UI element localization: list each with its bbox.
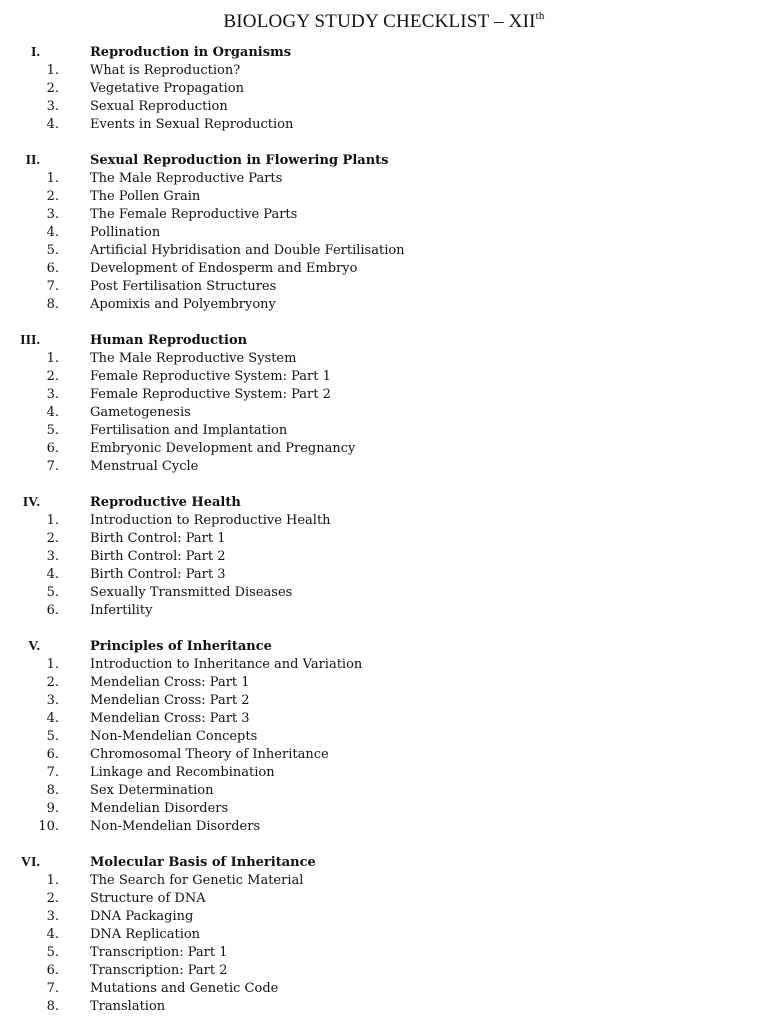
item-number: 8. bbox=[46, 999, 59, 1014]
section-numeral: III. bbox=[20, 333, 40, 348]
list-item bbox=[0, 728, 768, 746]
section-numeral: I. bbox=[31, 45, 40, 60]
item-number: 5. bbox=[46, 585, 59, 600]
list-item bbox=[0, 170, 768, 188]
item-number: 1. bbox=[46, 171, 59, 186]
list-item bbox=[0, 278, 768, 296]
item-number: 4. bbox=[46, 711, 59, 726]
item-label: Sexual Reproduction bbox=[90, 99, 228, 114]
item-label: What is Reproduction? bbox=[90, 63, 241, 78]
page-title bbox=[0, 10, 768, 34]
item-number: 2. bbox=[46, 189, 59, 204]
list-item bbox=[0, 908, 768, 926]
item-label: Development of Endosperm and Embryo bbox=[90, 261, 358, 276]
section-header bbox=[0, 854, 768, 872]
list-item bbox=[0, 224, 768, 242]
item-label: Artificial Hybridisation and Double Fertilisation bbox=[90, 243, 405, 258]
page-title-text: BIOLOGY STUDY CHECKLIST – XII bbox=[223, 11, 536, 32]
item-number: 1. bbox=[46, 63, 59, 78]
item-label: Mendelian Cross: Part 1 bbox=[90, 675, 250, 690]
list-item bbox=[0, 206, 768, 224]
item-number: 7. bbox=[46, 765, 59, 780]
section bbox=[0, 638, 768, 836]
item-label: Birth Control: Part 3 bbox=[90, 567, 226, 582]
list-item bbox=[0, 404, 768, 422]
list-item bbox=[0, 188, 768, 206]
section bbox=[0, 44, 768, 134]
list-item bbox=[0, 368, 768, 386]
item-number: 1. bbox=[46, 657, 59, 672]
item-label: Mutations and Genetic Code bbox=[90, 981, 279, 996]
item-label: Female Reproductive System: Part 1 bbox=[90, 369, 331, 384]
item-label: Menstrual Cycle bbox=[90, 459, 199, 474]
item-number: 2. bbox=[46, 891, 59, 906]
item-label: Birth Control: Part 2 bbox=[90, 549, 226, 564]
item-number: 7. bbox=[46, 459, 59, 474]
item-label: Structure of DNA bbox=[90, 891, 206, 906]
item-number: 5. bbox=[46, 243, 59, 258]
list-item bbox=[0, 386, 768, 404]
item-number: 4. bbox=[46, 927, 59, 942]
item-number: 4. bbox=[46, 405, 59, 420]
item-label: Events in Sexual Reproduction bbox=[90, 117, 294, 132]
list-item bbox=[0, 980, 768, 998]
section-header bbox=[0, 332, 768, 350]
item-label: Mendelian Cross: Part 3 bbox=[90, 711, 250, 726]
item-number: 8. bbox=[46, 783, 59, 798]
item-number: 2. bbox=[46, 81, 59, 96]
section bbox=[0, 494, 768, 620]
list-item bbox=[0, 422, 768, 440]
list-item bbox=[0, 692, 768, 710]
list-item bbox=[0, 350, 768, 368]
section-header bbox=[0, 152, 768, 170]
item-number: 3. bbox=[46, 693, 59, 708]
item-label: Apomixis and Polyembryony bbox=[90, 297, 276, 312]
list-item bbox=[0, 944, 768, 962]
item-number: 5. bbox=[46, 729, 59, 744]
page-title-superscript: th bbox=[535, 10, 545, 22]
item-number: 6. bbox=[46, 747, 59, 762]
list-item bbox=[0, 458, 768, 476]
item-number: 1. bbox=[46, 351, 59, 366]
section-numeral: II. bbox=[25, 153, 40, 168]
item-label: Transcription: Part 1 bbox=[90, 945, 228, 960]
item-number: 3. bbox=[46, 549, 59, 564]
item-label: Sexually Transmitted Diseases bbox=[90, 585, 293, 600]
section-numeral: V. bbox=[28, 639, 40, 654]
section-numeral: VI. bbox=[20, 855, 40, 870]
section-heading: Human Reproduction bbox=[90, 333, 248, 348]
sections-list bbox=[0, 44, 768, 1034]
list-item bbox=[0, 98, 768, 116]
item-label: The Male Reproductive Parts bbox=[90, 171, 283, 186]
item-number: 6. bbox=[46, 261, 59, 276]
item-label: Vegetative Propagation bbox=[90, 81, 244, 96]
list-item bbox=[0, 242, 768, 260]
item-number: 10. bbox=[38, 819, 59, 834]
list-item bbox=[0, 296, 768, 314]
list-item bbox=[0, 116, 768, 134]
item-label: Linkage and Recombination bbox=[90, 765, 275, 780]
list-item bbox=[0, 260, 768, 278]
item-label: Sex Determination bbox=[90, 783, 214, 798]
section-heading: Sexual Reproduction in Flowering Plants bbox=[90, 153, 389, 168]
item-number: 3. bbox=[46, 207, 59, 222]
section-heading: Molecular Basis of Inheritance bbox=[90, 855, 316, 870]
item-number: 7. bbox=[46, 279, 59, 294]
section-header bbox=[0, 638, 768, 656]
section-heading: Reproductive Health bbox=[90, 495, 241, 510]
section-heading: Reproduction in Organisms bbox=[90, 45, 292, 60]
item-label: Infertility bbox=[90, 603, 153, 618]
item-label: Mendelian Disorders bbox=[90, 801, 229, 816]
list-item bbox=[0, 62, 768, 80]
list-item bbox=[0, 782, 768, 800]
list-item bbox=[0, 872, 768, 890]
item-number: 5. bbox=[46, 945, 59, 960]
item-label: Embryonic Development and Pregnancy bbox=[90, 441, 356, 456]
item-label: DNA Packaging bbox=[90, 909, 194, 924]
item-number: 3. bbox=[46, 387, 59, 402]
list-item bbox=[0, 80, 768, 98]
item-number: 4. bbox=[46, 117, 59, 132]
item-number: 6. bbox=[46, 441, 59, 456]
list-item bbox=[0, 962, 768, 980]
item-label: The Search for Genetic Material bbox=[90, 873, 304, 888]
list-item bbox=[0, 566, 768, 584]
list-item bbox=[0, 656, 768, 674]
list-item bbox=[0, 818, 768, 836]
section-header bbox=[0, 494, 768, 512]
item-label: Transcription: Part 2 bbox=[90, 963, 228, 978]
item-number: 2. bbox=[46, 369, 59, 384]
item-number: 4. bbox=[46, 225, 59, 240]
list-item bbox=[0, 440, 768, 458]
section-heading: Principles of Inheritance bbox=[90, 639, 272, 654]
item-number: 2. bbox=[46, 531, 59, 546]
section bbox=[0, 332, 768, 476]
item-label: Fertilisation and Implantation bbox=[90, 423, 288, 438]
list-item bbox=[0, 746, 768, 764]
item-number: 3. bbox=[46, 909, 59, 924]
item-label: Mendelian Cross: Part 2 bbox=[90, 693, 250, 708]
item-label: Non-Mendelian Disorders bbox=[90, 819, 261, 834]
list-item bbox=[0, 890, 768, 908]
list-item bbox=[0, 800, 768, 818]
item-label: Chromosomal Theory of Inheritance bbox=[90, 747, 329, 762]
list-item bbox=[0, 548, 768, 566]
list-item bbox=[0, 998, 768, 1016]
item-label: Introduction to Reproductive Health bbox=[90, 513, 331, 528]
item-label: DNA Replication bbox=[90, 927, 201, 942]
section-numeral: IV. bbox=[22, 495, 40, 510]
section-header bbox=[0, 44, 768, 62]
item-number: 1. bbox=[46, 873, 59, 888]
list-item bbox=[0, 710, 768, 728]
section bbox=[0, 854, 768, 1016]
item-number: 6. bbox=[46, 603, 59, 618]
item-number: 8. bbox=[46, 297, 59, 312]
item-label: Pollination bbox=[90, 225, 161, 240]
item-number: 7. bbox=[46, 981, 59, 996]
item-number: 6. bbox=[46, 963, 59, 978]
list-item bbox=[0, 530, 768, 548]
item-label: Gametogenesis bbox=[90, 405, 191, 420]
item-number: 3. bbox=[46, 99, 59, 114]
item-number: 5. bbox=[46, 423, 59, 438]
item-label: Post Fertilisation Structures bbox=[90, 279, 277, 294]
item-label: Introduction to Inheritance and Variation bbox=[90, 657, 363, 672]
list-item bbox=[0, 602, 768, 620]
list-item bbox=[0, 584, 768, 602]
item-label: The Female Reproductive Parts bbox=[90, 207, 298, 222]
list-item bbox=[0, 512, 768, 530]
item-label: Non-Mendelian Concepts bbox=[90, 729, 258, 744]
item-label: Female Reproductive System: Part 2 bbox=[90, 387, 331, 402]
item-label: Translation bbox=[90, 999, 166, 1014]
item-number: 4. bbox=[46, 567, 59, 582]
list-item bbox=[0, 926, 768, 944]
item-number: 2. bbox=[46, 675, 59, 690]
item-label: The Male Reproductive System bbox=[90, 351, 297, 366]
item-number: 1. bbox=[46, 513, 59, 528]
list-item bbox=[0, 674, 768, 692]
section bbox=[0, 152, 768, 314]
item-number: 9. bbox=[46, 801, 59, 816]
item-label: The Pollen Grain bbox=[90, 189, 201, 204]
list-item bbox=[0, 764, 768, 782]
item-label: Birth Control: Part 1 bbox=[90, 531, 226, 546]
